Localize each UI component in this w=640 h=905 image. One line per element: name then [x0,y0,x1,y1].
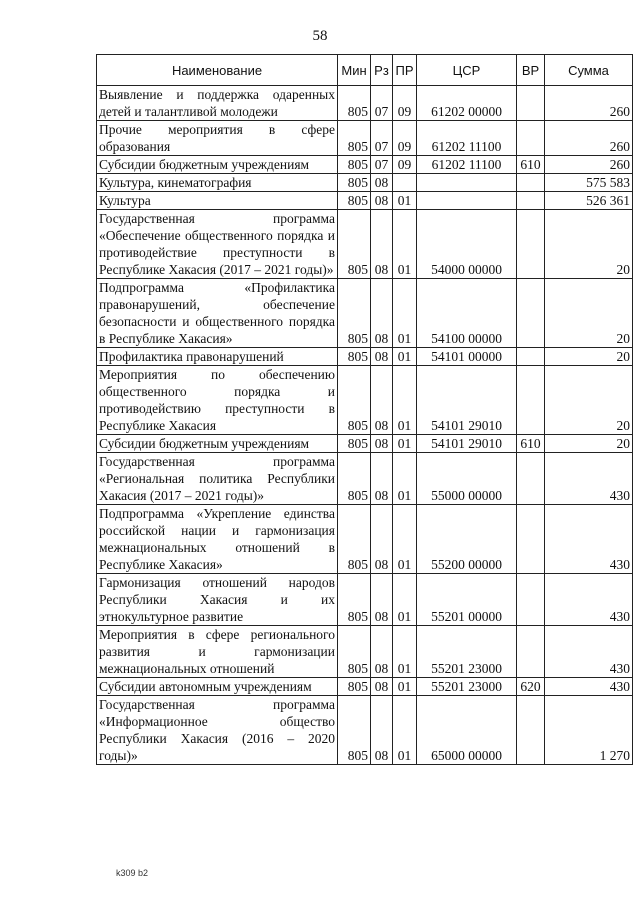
row-vr-cell [517,121,545,156]
row-csr-cell: 65000 00000 [417,696,517,765]
row-csr-cell [417,192,517,210]
row-sum-cell: 20 [545,348,633,366]
row-rz-cell: 08 [371,174,393,192]
row-rz-cell: 08 [371,696,393,765]
row-csr-cell: 55000 00000 [417,453,517,505]
row-vr-cell [517,192,545,210]
row-sum-cell: 260 [545,156,633,174]
table-row [97,505,633,574]
table-row [97,366,633,435]
header-min: Мин [338,55,371,86]
table-row [97,574,633,626]
header-vr: ВР [517,55,545,86]
row-rz-cell: 07 [371,121,393,156]
table-row [97,279,633,348]
row-pr-cell: 01 [393,279,417,348]
row-name-cell: Мероприятия по обеспечению общественного порядка и противодействию преступности в Республике Хакасия [97,366,338,435]
table-row [97,121,633,156]
header-row [97,55,633,86]
row-sum-cell: 430 [545,678,633,696]
row-sum-cell: 20 [545,366,633,435]
row-name-cell: Государственная программа «Региональная политика Республики Хакасия (2017 – 2021 годы)» [97,453,338,505]
row-csr-cell [417,174,517,192]
table-row [97,174,633,192]
table-row [97,156,633,174]
row-name-cell: Субсидии автономным учреждениям [97,678,338,696]
row-pr-cell: 01 [393,210,417,279]
table-row [97,435,633,453]
header-name: Наименование [97,55,338,86]
row-rz-cell: 08 [371,210,393,279]
row-rz-cell: 08 [371,366,393,435]
row-csr-cell: 55201 00000 [417,574,517,626]
row-vr-cell [517,210,545,279]
row-min-cell: 805 [338,210,371,279]
row-rz-cell: 08 [371,505,393,574]
row-rz-cell: 08 [371,453,393,505]
table-row [97,696,633,765]
row-min-cell: 805 [338,86,371,121]
row-vr-cell [517,574,545,626]
row-min-cell: 805 [338,121,371,156]
row-vr-cell [517,279,545,348]
row-name-cell: Профилактика правонарушений [97,348,338,366]
row-csr-cell: 54101 29010 [417,366,517,435]
row-pr-cell: 01 [393,435,417,453]
row-pr-cell [393,174,417,192]
row-pr-cell: 09 [393,156,417,174]
row-sum-cell: 260 [545,121,633,156]
row-vr-cell: 620 [517,678,545,696]
row-rz-cell: 08 [371,435,393,453]
row-rz-cell: 08 [371,279,393,348]
row-vr-cell [517,366,545,435]
row-min-cell: 805 [338,348,371,366]
row-pr-cell: 01 [393,626,417,678]
row-vr-cell: 610 [517,156,545,174]
table-row [97,192,633,210]
row-sum-cell: 430 [545,626,633,678]
row-name-cell: Субсидии бюджетным учреждениям [97,156,338,174]
table-row [97,210,633,279]
row-name-cell: Гармонизация отношений народов Республики Хакасия и их этнокультурное развитие [97,574,338,626]
row-min-cell: 805 [338,156,371,174]
table-row [97,678,633,696]
row-pr-cell: 01 [393,348,417,366]
table-row [97,86,633,121]
row-rz-cell: 08 [371,678,393,696]
row-vr-cell [517,348,545,366]
table-row [97,348,633,366]
table-row [97,453,633,505]
row-pr-cell: 01 [393,696,417,765]
row-csr-cell: 61202 11100 [417,156,517,174]
row-min-cell: 805 [338,626,371,678]
row-csr-cell: 61202 11100 [417,121,517,156]
row-name-cell: Прочие мероприятия в сфере образования [97,121,338,156]
row-pr-cell: 01 [393,678,417,696]
row-rz-cell: 07 [371,156,393,174]
row-csr-cell: 61202 00000 [417,86,517,121]
row-sum-cell: 430 [545,574,633,626]
row-min-cell: 805 [338,435,371,453]
row-vr-cell [517,453,545,505]
row-vr-cell [517,86,545,121]
row-csr-cell: 55201 23000 [417,678,517,696]
row-pr-cell: 09 [393,121,417,156]
row-sum-cell: 20 [545,210,633,279]
row-name-cell: Культура, кинематография [97,174,338,192]
row-min-cell: 805 [338,574,371,626]
row-vr-cell [517,626,545,678]
row-rz-cell: 08 [371,348,393,366]
row-sum-cell: 430 [545,453,633,505]
row-rz-cell: 08 [371,626,393,678]
header-csr: ЦСР [417,55,517,86]
row-pr-cell: 01 [393,505,417,574]
row-csr-cell: 55200 00000 [417,505,517,574]
table-body [97,86,633,765]
row-min-cell: 805 [338,366,371,435]
row-pr-cell: 09 [393,86,417,121]
row-name-cell: Подпрограмма «Профилактика правонарушений, обеспечение безопасности и общественного порядка в Республике Хакасия» [97,279,338,348]
row-name-cell: Выявление и поддержка одаренных детей и талантливой молодежи [97,86,338,121]
row-csr-cell: 54000 00000 [417,210,517,279]
table-row [97,626,633,678]
footer-code: k309 b2 [116,868,149,878]
row-csr-cell: 55201 23000 [417,626,517,678]
row-csr-cell: 54101 29010 [417,435,517,453]
row-sum-cell: 20 [545,435,633,453]
row-vr-cell [517,174,545,192]
row-rz-cell: 08 [371,574,393,626]
row-pr-cell: 01 [393,574,417,626]
page-number: 58 [312,28,328,44]
header-pr: ПР [393,55,417,86]
row-rz-cell: 07 [371,86,393,121]
row-min-cell: 805 [338,678,371,696]
row-min-cell: 805 [338,453,371,505]
row-min-cell: 805 [338,279,371,348]
row-name-cell: Государственная программа «Обеспечение общественного порядка и противодействие преступности в Республике Хакасия (2017 – 2021 годы)» [97,210,338,279]
row-vr-cell [517,696,545,765]
table-header [97,55,633,86]
header-rz: Рз [371,55,393,86]
row-min-cell: 805 [338,192,371,210]
row-min-cell: 805 [338,174,371,192]
row-pr-cell: 01 [393,366,417,435]
row-name-cell: Подпрограмма «Укрепление единства российской нации и гармонизация межнациональных отношений в Республике Хакасия» [97,505,338,574]
row-sum-cell: 1 270 [545,696,633,765]
row-min-cell: 805 [338,505,371,574]
row-name-cell: Мероприятия в сфере регионального развития и гармонизации межнациональных отношений [97,626,338,678]
row-vr-cell [517,505,545,574]
row-rz-cell: 08 [371,192,393,210]
header-sum: Сумма [545,55,633,86]
row-sum-cell: 20 [545,279,633,348]
row-pr-cell: 01 [393,192,417,210]
row-sum-cell: 260 [545,86,633,121]
row-name-cell: Субсидии бюджетным учреждениям [97,435,338,453]
row-csr-cell: 54100 00000 [417,279,517,348]
row-pr-cell: 01 [393,453,417,505]
row-vr-cell: 610 [517,435,545,453]
row-min-cell: 805 [338,696,371,765]
budget-table [96,54,633,765]
row-sum-cell: 526 361 [545,192,633,210]
row-sum-cell: 430 [545,505,633,574]
row-csr-cell: 54101 00000 [417,348,517,366]
row-sum-cell: 575 583 [545,174,633,192]
row-name-cell: Культура [97,192,338,210]
row-name-cell: Государственная программа «Информационное общество Республики Хакасия (2016 – 2020 годы)» [97,696,338,765]
